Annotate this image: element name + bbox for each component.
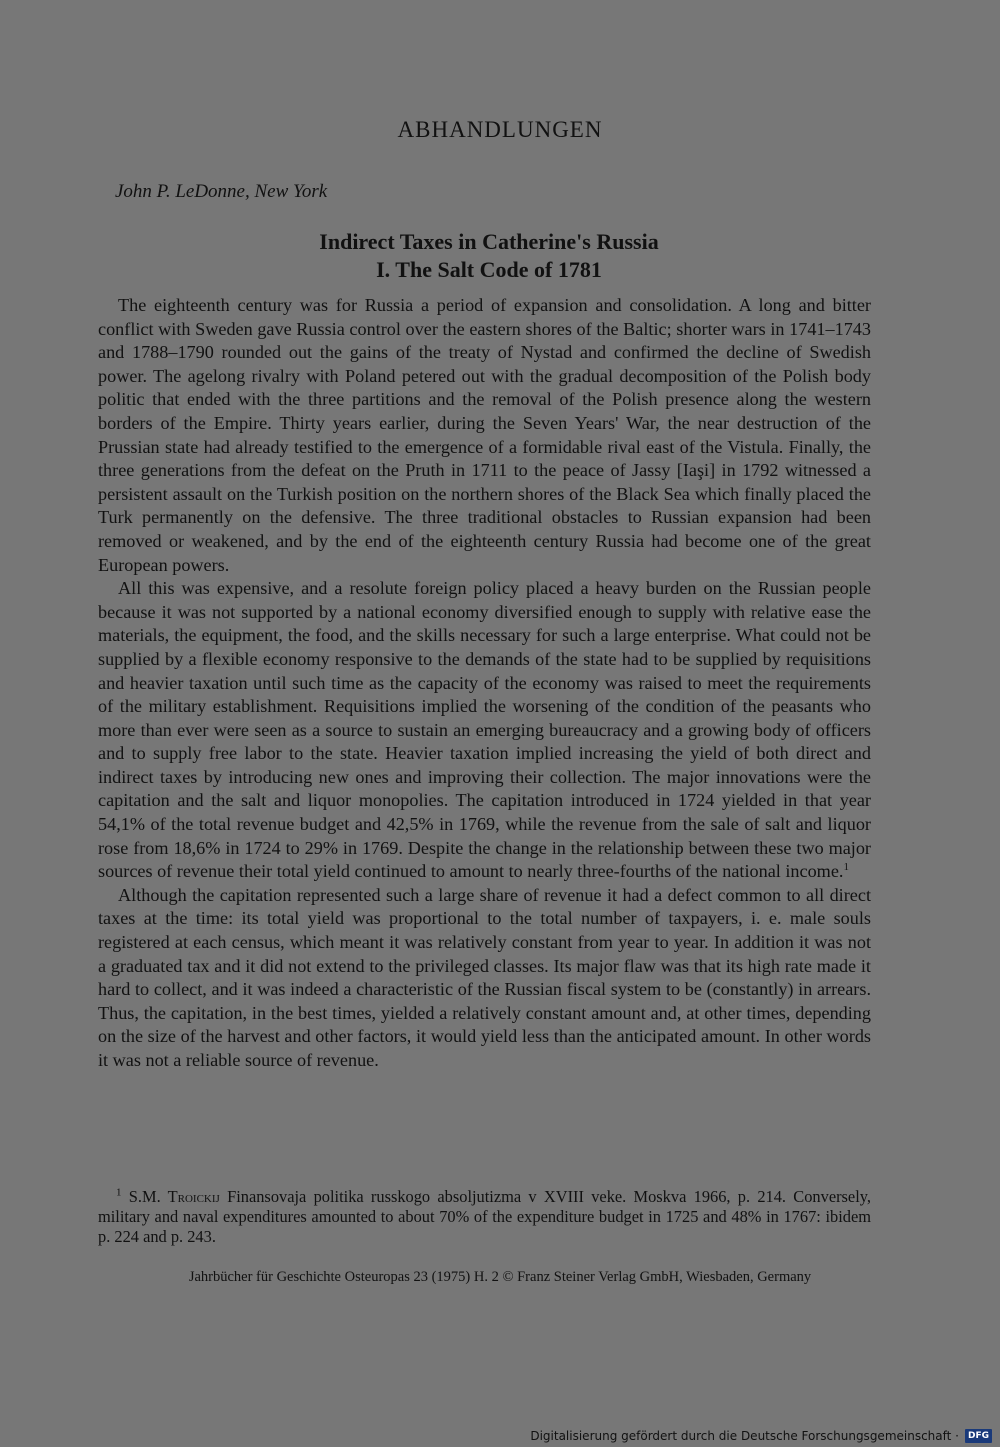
author-line: John P. LeDonne, New York — [115, 181, 328, 202]
digitization-banner — [530, 1424, 1000, 1447]
footnote — [98, 1187, 871, 1247]
journal-imprint: Jahrbücher für Geschichte Osteuropas 23 (1975) H. 2 © Franz Steiner Verlag GmbH, Wiesbaden, Germany — [188, 1269, 812, 1285]
dfg-logo-icon: DFG — [965, 1429, 992, 1443]
paragraph-2-text: All this was expensive, and a resolute foreign policy placed a heavy burden on the Russian people because it was not supported by a national economy diversified enough to supply with relative ease the materials, the equipment, the food, and the skills necessary for such a large enterprise. What could not be supplied by a flexible economy responsive to the demands of the state had to be supplied by requisitions and heavier taxation until such time as the capacity of the economy was raised to meet the requirements of the military establishment. Requisitions implied the worsening of the condition of the peasants who more than ever were seen as a source to sustain an emerging bureaucracy and a growing body of officers and to supply free labor to the state. Heavier taxation implied increasing the yield of both direct and indirect taxes by introducing new ones and improving their collection. The major innovations were the capitation and the salt and liquor monopolies. The capitation introduced in 1724 yielded in that year 54,1% of the total revenue budget and 42,5% in 1769, while the revenue from the sale of salt and liquor rose from 18,6% in 1724 to 29% in 1769. Despite the change in the relationship between these two major sources of revenue their total yield continued to amount to nearly three-fourths of the national income. — [98, 578, 871, 882]
title-line-2: I. The Salt Code of 1781 — [376, 257, 602, 282]
section-heading: ABHANDLUNGEN — [397, 117, 603, 142]
footnote-text — [98, 1187, 871, 1247]
paragraph-1: The eighteenth century was for Russia a period of expansion and consolidation. A long and bitter conflict with Sweden gave Russia control over the eastern shores of the Baltic; shorter wars in 1741–1743 and 1788–1790 rounded out the gains of the treaty of Nystad and confirmed the decline of Swedish power. The agelong rivalry with Poland petered out with the gradual decomposition of the Polish body politic that ended with the three partitions and the removal of the Polish presence along the western borders of the Empire. Thirty years earlier, during the Seven Years' War, the near destruction of the Prussian state had already testified to the emergence of a formidable rival east of the Vistula. Finally, the three generations from the defeat on the Pruth in 1711 to the peace of Jassy [Iaşi] in 1792 witnessed a persistent assault on the Turkish position on the northern shores of the Black Sea which finally placed the Turk permanently on the defensive. The three traditional obstacles to Russian expansion had been removed or weakened, and by the end of the eighteenth century Russia had become one of the great European powers. — [98, 295, 871, 575]
footnote-citation: Finansovaja politika russkogo absoljutizma v XVIII veke. Moskva 1966, p. 214. Conversely, military and naval expenditures amounted to about 70% of the expenditure budget in 1725 and 48% in 1767: ibidem p. 224 and p. 243. — [98, 1187, 871, 1246]
footnote-author: S.M. Troickij — [128, 1187, 220, 1206]
digitization-text: Digitalisierung gefördert durch die Deutsche Forschungsgemeinschaft · — [530, 1428, 959, 1443]
footnote-reference: 1 — [843, 861, 849, 874]
article-title — [0, 228, 978, 284]
footnote-marker: 1 — [116, 1186, 122, 1199]
paragraph-2 — [98, 577, 871, 884]
paragraph-3: Although the capitation represented such a large share of revenue it had a defect common to all direct taxes at the time: its total yield was proportional to the total number of taxpayers, i. e. male souls registered at each census, which meant it was relatively constant from year to year. In addition it was not a graduated tax and it did not extend to the privileged classes. Its major flaw was that its high rate made it hard to collect, and it was indeed a characteristic of the Russian fiscal system to be (constantly) in arrears. Thus, the capitation, in the best times, yielded a relatively constant amount and, at other times, depending on the size of the harvest and other factors, it would yield less than the anticipated amount. In other words it was not a reliable source of revenue. — [98, 884, 871, 1070]
title-line-1: Indirect Taxes in Catherine's Russia — [319, 229, 659, 254]
article-body — [98, 294, 871, 1073]
